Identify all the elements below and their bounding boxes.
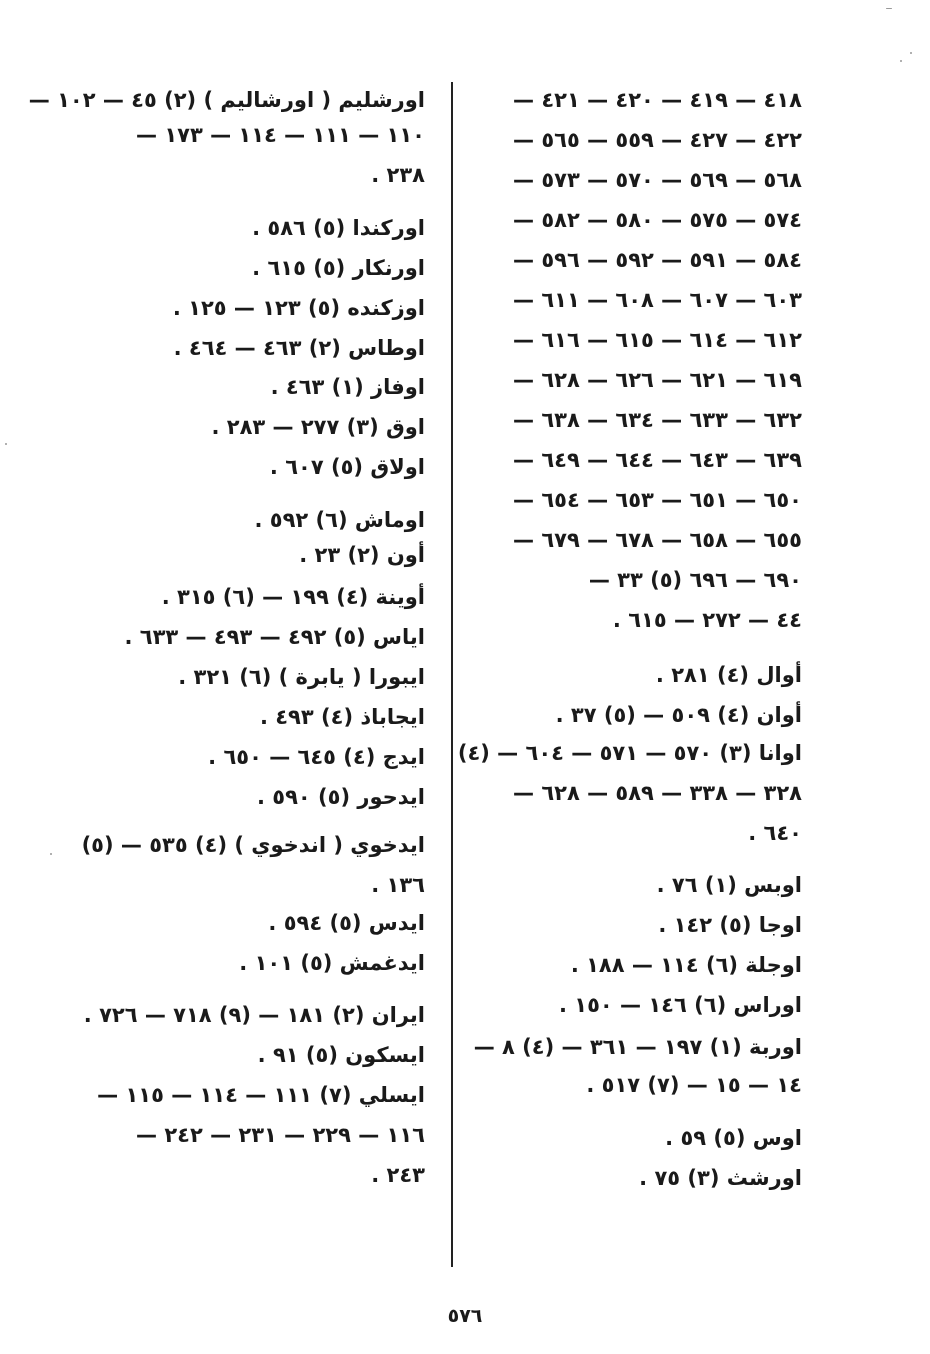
- index-entry: اوزكنده (٥) ١٢٣ — ١٢٥ .: [172, 296, 425, 320]
- index-line: ٥٦٨ — ٥٦٩ — ٥٧٠ — ٥٧٣ —: [513, 168, 802, 192]
- index-entry: ايران (٢) ١٨١ — (٩) ٧١٨ — ٧٢٦ .: [83, 1003, 425, 1027]
- index-entry: ايسلي (٧) ١١١ — ١١٤ — ١١٥ —: [97, 1083, 425, 1107]
- index-entry: ايدغمش (٥) ١٠١ .: [239, 951, 425, 975]
- index-entry: اوفاز (١) ٤٦٣ .: [270, 375, 425, 399]
- index-entry: اوربة (١) ١٩٧ — ٣٦١ — (٤) ٨ —: [473, 1035, 802, 1059]
- index-line: ٦١٢ — ٦١٤ — ٦١٥ — ٦١٦ —: [513, 328, 802, 352]
- index-entry: اوماش (٦) ٥٩٢ .: [254, 508, 425, 532]
- index-line: ٤٢٢ — ٤٢٧ — ٥٥٩ — ٥٦٥ —: [513, 128, 802, 152]
- page-number: ٥٧٦: [447, 1305, 483, 1327]
- index-entry: ايجاباذ (٤) ٤٩٣ .: [259, 705, 425, 729]
- index-line: ١٤ — ١٥ — (٧) ٥١٧ .: [586, 1073, 802, 1097]
- index-entry: ايدس (٥) ٥٩٤ .: [268, 911, 425, 935]
- index-line: ١٣٦ .: [371, 873, 425, 897]
- index-entry: أوال (٤) ٢٨١ .: [655, 663, 802, 687]
- index-entry: اوراس (٦) ١٤٦ — ١٥٠ .: [558, 993, 802, 1017]
- index-entry: اوس (٥) ٥٩ .: [665, 1126, 802, 1150]
- index-entry: ايدخوي ( اندخوي ) (٤) ٥٣٥ — (٥): [81, 833, 425, 857]
- index-entry: اورنكار (٥) ٦١٥ .: [252, 256, 425, 280]
- index-line: ٤١٨ — ٤١٩ — ٤٢٠ — ٤٢١ —: [513, 88, 802, 112]
- index-entry: اوانا (٣) ٥٧٠ — ٥٧١ — ٦٠٤ — (٤): [457, 741, 802, 765]
- column-divider: [451, 82, 453, 1267]
- index-line: ٦٣٢ — ٦٣٣ — ٦٣٤ — ٦٣٨ —: [513, 408, 802, 432]
- index-line: ٦٥٠ — ٦٥١ — ٦٥٣ — ٦٥٤ —: [513, 488, 802, 512]
- scan-speck: [50, 853, 52, 855]
- index-line: ٢٤٣ .: [371, 1163, 425, 1187]
- index-line: ٢٣٨ .: [371, 163, 425, 187]
- index-line: ٦٣٩ — ٦٤٣ — ٦٤٤ — ٦٤٩ —: [513, 448, 802, 472]
- index-entry: اورشث (٣) ٧٥ .: [639, 1166, 802, 1190]
- index-entry: ايدحور (٥) ٥٩٠ .: [256, 785, 425, 809]
- index-line: ١١٠ — ١١١ — ١١٤ — ١٧٣ —: [136, 123, 425, 147]
- index-line: ٤٤ — ٢٧٢ — ٦١٥ .: [612, 608, 802, 632]
- index-line: ٦٩٠ — ٦٩٦ (٥) ٣٣ —: [588, 568, 802, 592]
- index-line: ٥٧٤ — ٥٧٥ — ٥٨٠ — ٥٨٢ —: [513, 208, 802, 232]
- index-entry: اوركندا (٥) ٥٨٦ .: [252, 216, 425, 240]
- index-entry: اوجا (٥) ١٤٢ .: [658, 913, 802, 937]
- index-entry: اوطاس (٢) ٤٦٣ — ٤٦٤ .: [173, 336, 425, 360]
- index-entry: أوينة (٤) ١٩٩ — (٦) ٣١٥ .: [161, 585, 425, 609]
- index-entry: ايدج (٤) ٦٤٥ — ٦٥٠ .: [208, 745, 425, 769]
- scan-speck: [910, 52, 912, 54]
- index-entry: ايسكون (٥) ٩١ .: [257, 1043, 425, 1067]
- scan-speck: [886, 8, 892, 9]
- index-line: ٦٠٣ — ٦٠٧ — ٦٠٨ — ٦١١ —: [513, 288, 802, 312]
- index-entry: اوبس (١) ٧٦ .: [656, 873, 802, 897]
- index-line: ٦٥٥ — ٦٥٨ — ٦٧٨ — ٦٧٩ —: [513, 528, 802, 552]
- index-entry: اورشليم ( اورشاليم ) (٢) ٤٥ — ١٠٢ —: [28, 88, 425, 112]
- index-line: ٦١٩ — ٦٢١ — ٦٢٦ — ٦٢٨ —: [513, 368, 802, 392]
- index-line: ٣٢٨ — ٣٣٨ — ٥٨٩ — ٦٢٨ —: [513, 781, 802, 805]
- index-line: ١١٦ — ٢٢٩ — ٢٣١ — ٢٤٢ —: [136, 1123, 425, 1147]
- index-entry: أون (٢) ٢٣ .: [299, 543, 425, 567]
- scan-speck: [900, 60, 902, 62]
- index-entry: ايبورا ( يابرة ) (٦) ٣٢١ .: [178, 665, 425, 689]
- index-line: ٦٤٠ .: [748, 821, 802, 845]
- index-entry: أوان (٤) ٥٠٩ — (٥) ٣٧ .: [555, 703, 802, 727]
- index-line: ٥٨٤ — ٥٩١ — ٥٩٢ — ٥٩٦ —: [513, 248, 802, 272]
- index-entry: اياس (٥) ٤٩٢ — ٤٩٣ — ٦٣٣ .: [124, 625, 425, 649]
- index-entry: اوق (٣) ٢٧٧ — ٢٨٣ .: [211, 415, 425, 439]
- index-entry: اوجلة (٦) ١١٤ — ١٨٨ .: [570, 953, 802, 977]
- scan-speck: [5, 443, 7, 445]
- index-entry: اولاق (٥) ٦٠٧ .: [269, 455, 425, 479]
